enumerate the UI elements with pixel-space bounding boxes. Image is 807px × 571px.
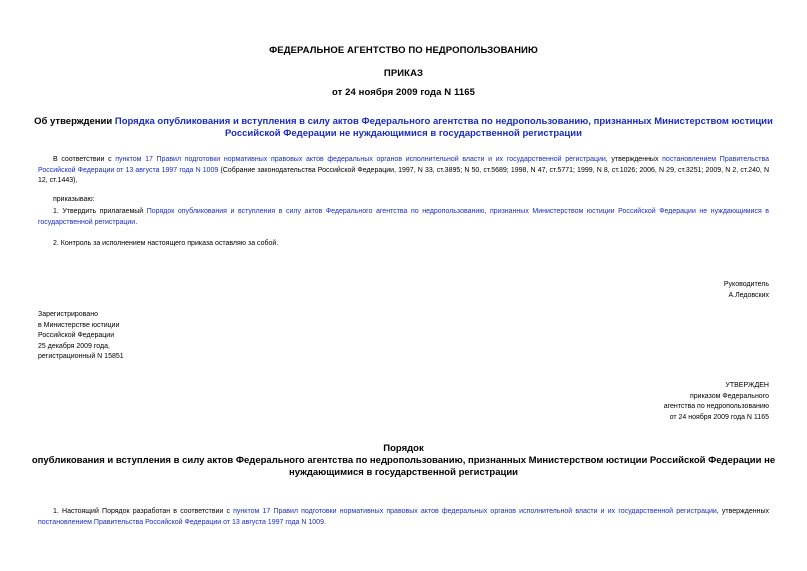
procedure-title-line-1: Порядок <box>383 443 424 454</box>
signature-block <box>724 280 769 301</box>
signature-position: Руководитель <box>723 281 769 288</box>
item-2-paragraph: 2. Контроль за исполнением настоящего приказа оставляю за собой. <box>53 240 279 247</box>
item-1-paragraph <box>38 207 769 228</box>
date-number-heading: от 24 ноября 2009 года N 1165 <box>332 87 475 98</box>
item-1-end: . <box>135 218 138 226</box>
procedure-title-line-2: опубликования и вступления в силу актов Федерального агентства по недропользованию, признанных Министерством юстиции Российской Федерации не <box>31 455 776 466</box>
registration-line-3: Российской Федерации <box>38 332 115 339</box>
approved-block <box>664 381 769 423</box>
procedure-title-line-3: нуждающимися в государственной регистрации <box>288 467 519 478</box>
order-title-prefix: Об утверждении <box>34 116 115 127</box>
preamble-paragraph <box>38 155 769 187</box>
registration-line-5: регистрационный N 15851 <box>38 353 124 360</box>
procedure-p1-text-1: 1. Настоящий Порядок разработан в соответствии с <box>53 508 234 515</box>
approved-line-3: агентства по недропользованию <box>663 403 769 410</box>
approved-procedure-link[interactable]: Порядок опубликования и вступления в силу актов Федерального агентства по недропользованию, признанных Министерством юстиции Российской Федерации не нуждающимися в государственной регистрации <box>38 208 770 226</box>
registration-block <box>38 310 124 363</box>
preamble-text-2: , утвержденных <box>605 156 663 163</box>
preamble-text-1: В соответствии с <box>53 156 116 163</box>
signature-name: А.Ледовских <box>728 291 769 299</box>
rules-point-17-link[interactable]: пунктом 17 Правил подготовки нормативных правовых актов федеральных органов исполнительной власти и их государственной регистрации <box>115 156 606 163</box>
registration-line-1: Зарегистрировано <box>38 311 98 318</box>
registration-line-4: 25 декабря 2009 года, <box>38 342 110 350</box>
agency-heading: ФЕДЕРАЛЬНОЕ АГЕНТСТВО ПО НЕДРОПОЛЬЗОВАНИЮ <box>269 45 538 56</box>
item-1-text: 1. Утвердить прилагаемый <box>53 208 147 215</box>
procedure-title <box>0 443 807 479</box>
order-title <box>0 116 807 140</box>
procedure-rules-link[interactable]: пунктом 17 Правил подготовки нормативных правовых актов федеральных органов исполнительной власти и их государственной регистрации <box>233 508 717 515</box>
preamble-text-3: (Собрание законодательства Российской Федерации, 1997, N 33, ст.3895; N 50, ст.5689; 1998, N 47, ст.5771; 1999, N 8, ст.1026; 2006, N 29, ст.3251; 2009, N 2, ст.240, N 12, ст.1443), <box>38 166 770 184</box>
procedure-p1-text-3: . <box>323 518 326 526</box>
approved-line-1: УТВЕРЖДЕН <box>725 382 769 389</box>
procedure-link-cont[interactable]: Российской Федерации не нуждающимися в государственной регистрации <box>225 128 582 139</box>
procedure-p1-text-2: , утвержденных <box>716 508 769 515</box>
procedure-point-1 <box>38 507 769 528</box>
approved-line-2: приказом Федерального <box>689 392 769 400</box>
procedure-decree-link[interactable]: постановлением Правительства Российской Федерации от 13 августа 1997 года N 1009 <box>38 518 324 526</box>
procedure-link[interactable]: Порядка опубликования и вступления в силу актов Федерального агентства по недропользованию, признанных Министерством юстиции <box>114 116 773 127</box>
order-word: приказываю: <box>53 196 95 203</box>
approved-line-4: от 24 ноября 2009 года N 1165 <box>669 413 769 421</box>
doc-type-heading: ПРИКАЗ <box>383 68 424 79</box>
registration-line-2: в Министерстве юстиции <box>38 321 120 329</box>
government-decree-link[interactable]: постановлением Правительства Российской Федерации от 13 августа 1997 года N 1009 <box>38 156 769 174</box>
